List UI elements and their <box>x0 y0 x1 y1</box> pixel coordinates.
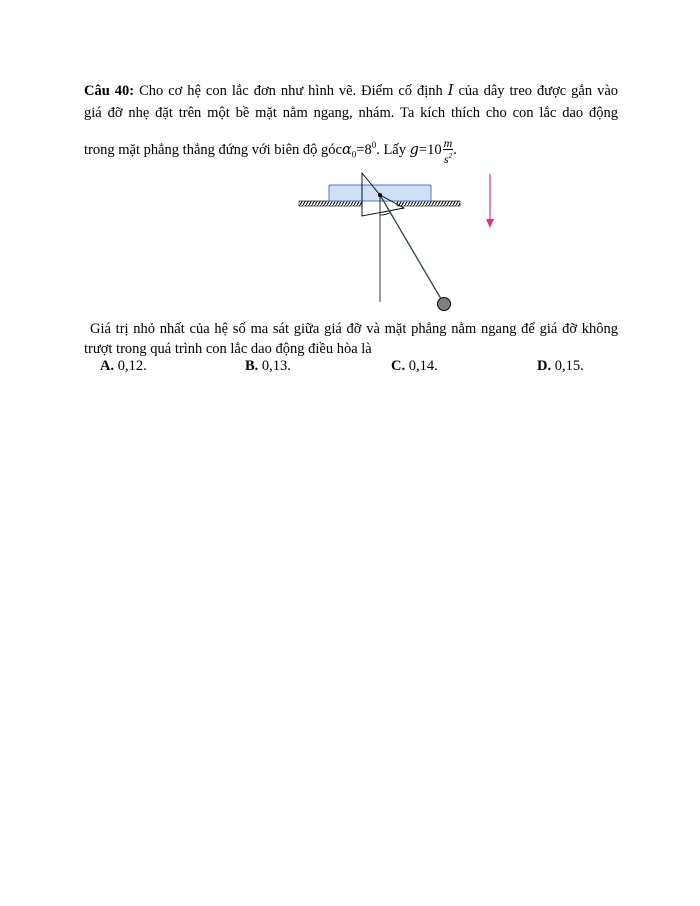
g-dot: . <box>453 141 457 158</box>
question-text-3: trong mặt phẳng thẳng đứng với biên độ góc <box>84 141 342 158</box>
ground-left <box>299 201 362 206</box>
point-label: I <box>447 83 454 99</box>
g-equals: =10 <box>418 141 442 158</box>
question-text-1: Cho cơ hệ con lắc đơn như hình vẽ. Điểm cố định <box>139 83 443 99</box>
g-unit-num: m <box>443 135 453 150</box>
gravity-arrow-head <box>486 219 494 228</box>
answer-d-value: 0,15. <box>554 358 584 374</box>
pivot-point <box>378 193 382 197</box>
body-line-2: trượt trong quá trình con lắc dao động điều hòa là <box>84 341 372 357</box>
pendulum-bob <box>438 298 451 311</box>
alpha-symbol: α <box>341 141 352 158</box>
answer-b-letter: B. <box>245 358 259 374</box>
answer-d-letter: D. <box>537 358 552 374</box>
degree-sup: 0 <box>371 140 377 150</box>
alpha-equals: =8 <box>356 141 372 158</box>
body-line-1: Giá trị nhỏ nhất của hệ số ma sát giữa giá đỡ và mặt phẳng nằm ngang để giá đỡ không <box>90 321 618 337</box>
alpha-subscript: 0 <box>351 149 357 160</box>
answer-c-value: 0,14. <box>408 358 438 374</box>
lay-text: . Lấy <box>376 141 406 158</box>
answer-a-letter: A. <box>100 358 115 374</box>
pendulum-string <box>380 195 444 304</box>
answer-d[interactable] <box>537 358 584 375</box>
question-line-2: giá đỡ nhẹ đặt trên một bề mặt nằm ngang, nhám. Ta kích thích cho con lắc dao động <box>84 105 618 121</box>
g-unit-den-pow: 2 <box>448 151 453 160</box>
answer-c[interactable] <box>391 358 438 375</box>
g-unit-den-s: s <box>443 151 449 166</box>
question-label: Câu 40: <box>84 83 135 99</box>
ground-right <box>397 201 460 206</box>
answer-b-value: 0,13. <box>261 358 291 374</box>
g-variable: g <box>409 141 419 158</box>
question-text-1-end: của dây treo được gắn vào <box>458 83 619 99</box>
answer-c-letter: C. <box>391 358 406 374</box>
answer-a[interactable] <box>100 358 147 375</box>
answer-b[interactable] <box>245 358 291 375</box>
answer-a-value: 0,12. <box>117 358 147 374</box>
